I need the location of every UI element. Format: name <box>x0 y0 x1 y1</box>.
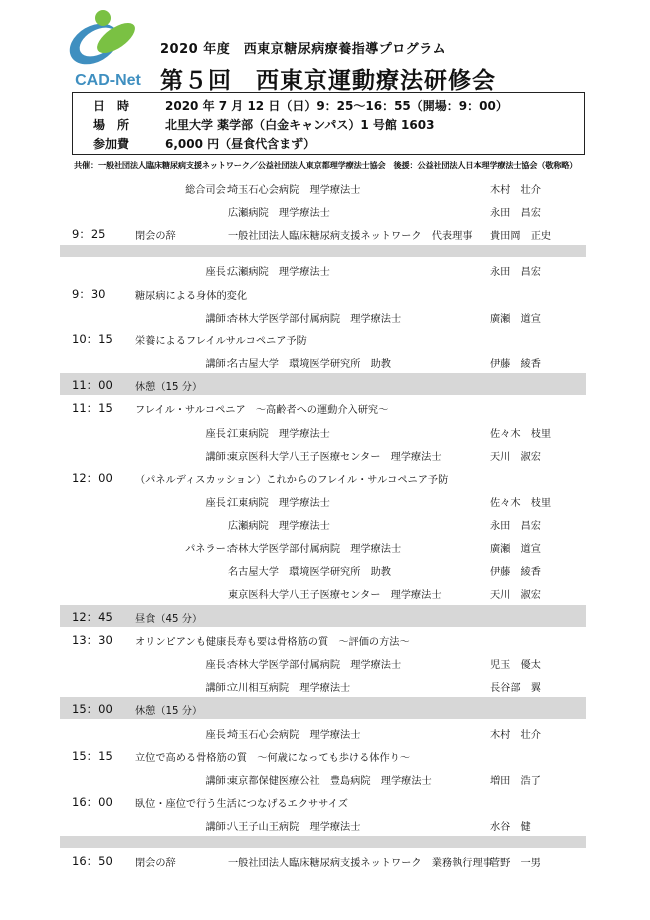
schedule-row <box>60 305 586 327</box>
schedule-band-row <box>60 245 586 257</box>
person-name: 廣瀬 道宣 <box>490 314 541 325</box>
info-label: 参加費 <box>93 137 130 151</box>
person-affiliation: 杏林大学医学部付属病院 理学療法士 <box>228 660 402 671</box>
person-name: 永田 昌宏 <box>490 267 541 278</box>
schedule-row <box>60 744 586 766</box>
person-role: 講師： <box>205 452 236 463</box>
cad-net-logo <box>58 6 154 92</box>
person-name: 永田 昌宏 <box>490 521 541 532</box>
schedule-row <box>60 674 586 696</box>
schedule-row <box>60 199 586 221</box>
person-affiliation: 広瀬病院 理学療法士 <box>228 208 330 219</box>
schedule-row <box>60 222 586 244</box>
schedule-row <box>60 651 586 673</box>
person-affiliation: 江東病院 理学療法士 <box>228 498 330 509</box>
person-role: 座長： <box>205 267 236 278</box>
session-time: 11：15 <box>72 401 113 415</box>
session-time: 9：25 <box>72 227 106 241</box>
person-role: 座長： <box>205 498 236 509</box>
person-affiliation: 埼玉石心会病院 理学療法士 <box>228 185 361 196</box>
session-time: 13：30 <box>72 633 113 647</box>
person-name: 佐々木 枝里 <box>490 429 552 440</box>
person-name: 伊藤 綾香 <box>490 359 541 370</box>
session-title: 糖尿病による身体的変化 <box>135 291 248 302</box>
person-role: 座長： <box>205 429 236 440</box>
person-affiliation: 八王子山王病院 理学療法士 <box>228 822 361 833</box>
person-name: 佐々木 枝里 <box>490 498 552 509</box>
sponsor-line: 共催：一般社団法人臨床糖尿病支援ネットワーク／公益社団法人東京都理学療法士協会 後援：公益社団法人日本理学療法士協会（敬称略） <box>74 160 578 170</box>
person-affiliation: 名古屋大学 環境医学研究所 助教 <box>228 567 391 578</box>
schedule-row <box>60 813 586 835</box>
event-info-box <box>72 92 585 155</box>
schedule-row <box>60 282 586 304</box>
schedule-band-row <box>60 605 586 627</box>
session-time: 16：50 <box>72 854 113 868</box>
person-affiliation: 東京医科大学八王子医療センター 理学療法士 <box>228 590 442 601</box>
session-title: 立位で高める骨格筋の質 〜何歳になっても歩ける体作り〜 <box>135 753 411 764</box>
session-title: フレイル・サルコペニア 〜高齢者への運動介入研究〜 <box>135 405 389 416</box>
info-value: 6,000 円（昼食代含まず） <box>165 137 316 151</box>
session-time: 15：15 <box>72 749 113 763</box>
person-name: 永田 昌宏 <box>490 208 541 219</box>
page-title: 第５回 西東京運動療法研修会 <box>160 68 496 94</box>
schedule-row <box>60 767 586 789</box>
session-title: 閉会の辞 <box>135 858 176 869</box>
person-role: 座長： <box>205 660 236 671</box>
person-affiliation: 一般社団法人臨床糖尿病支援ネットワーク 業務執行理事 <box>228 858 493 869</box>
schedule-row <box>60 176 586 198</box>
person-name: 増田 浩了 <box>490 776 541 787</box>
person-role: 講師： <box>205 314 236 325</box>
session-title: 休憩（15 分） <box>135 382 203 393</box>
session-time: 15：00 <box>72 702 113 716</box>
session-time: 16：00 <box>72 795 113 809</box>
schedule-row <box>60 489 586 511</box>
schedule-row <box>60 581 586 603</box>
leaf-logo-icon <box>58 6 154 76</box>
person-name: 水谷 健 <box>490 822 531 833</box>
person-role: 講師： <box>205 359 236 370</box>
schedule-row <box>60 350 586 372</box>
person-affiliation: 名古屋大学 環境医学研究所 助教 <box>228 359 391 370</box>
schedule-row <box>60 790 586 812</box>
person-affiliation: 埼玉石心会病院 理学療法士 <box>228 730 361 741</box>
schedule-row <box>60 396 586 418</box>
person-name: 菅野 一男 <box>490 858 541 869</box>
schedule-row <box>60 512 586 534</box>
session-time: 9：30 <box>72 287 106 301</box>
person-name: 天川 淑宏 <box>490 590 541 601</box>
schedule-row <box>60 558 586 580</box>
session-title: 休憩（15 分） <box>135 706 203 717</box>
person-affiliation: 立川相互病院 理学療法士 <box>228 683 351 694</box>
schedule-band-row <box>60 697 586 719</box>
schedule-row <box>60 628 586 650</box>
schedule-row <box>60 721 586 743</box>
session-time: 11：00 <box>72 378 113 392</box>
info-value: 2020 年 7 月 12 日（日）9：25〜16：55（開場：9：00） <box>165 99 508 113</box>
schedule-row <box>60 849 586 871</box>
session-title: 臥位・座位で行う生活につなげるエクササイズ <box>135 799 348 810</box>
person-role: 座長： <box>205 730 236 741</box>
person-affiliation: 杏林大学医学部付属病院 理学療法士 <box>228 544 402 555</box>
logo-text: CAD-Net <box>75 72 141 89</box>
person-affiliation: 杏林大学医学部付属病院 理学療法士 <box>228 314 402 325</box>
person-affiliation: 一般社団法人臨床糖尿病支援ネットワーク 代表理事 <box>228 231 473 242</box>
schedule-band-row <box>60 373 586 395</box>
person-role: 講師： <box>205 822 236 833</box>
person-affiliation: 東京医科大学八王子医療センター 理学療法士 <box>228 452 442 463</box>
session-title: 栄養によるフレイルサルコペニア予防 <box>135 336 307 347</box>
person-name: 天川 淑宏 <box>490 452 541 463</box>
schedule-row <box>60 535 586 557</box>
schedule-row <box>60 466 586 488</box>
info-value: 北里大学 薬学部（白金キャンパス）1 号館 1603 <box>165 118 435 132</box>
person-name: 児玉 優太 <box>490 660 541 671</box>
person-affiliation: 東京都保健医療公社 豊島病院 理学療法士 <box>228 776 432 787</box>
session-title: 閉会の辞 <box>135 231 176 242</box>
session-time: 12：00 <box>72 471 113 485</box>
person-name: 廣瀬 道宣 <box>490 544 541 555</box>
schedule-row <box>60 420 586 442</box>
person-name: 貴田岡 正史 <box>490 231 552 242</box>
session-time: 12：45 <box>72 610 113 624</box>
schedule-band-row <box>60 836 586 848</box>
person-name: 木村 壮介 <box>490 185 541 196</box>
person-role: パネラー： <box>185 544 236 555</box>
info-label: 日 時 <box>93 99 130 113</box>
program-name: 2020 年度 西東京糖尿病療養指導プログラム <box>160 42 447 57</box>
session-time: 10：15 <box>72 332 113 346</box>
person-affiliation: 江東病院 理学療法士 <box>228 429 330 440</box>
person-role: 総合司会： <box>185 185 236 196</box>
person-role: 講師： <box>205 776 236 787</box>
person-name: 長谷部 翼 <box>490 683 541 694</box>
person-name: 木村 壮介 <box>490 730 541 741</box>
schedule-row <box>60 443 586 465</box>
session-title: 昼食（45 分） <box>135 614 203 625</box>
info-label: 場 所 <box>93 118 130 132</box>
session-title: （パネルディスカッション）これからのフレイル・サルコペニア予防 <box>135 475 449 486</box>
schedule-row <box>60 258 586 280</box>
schedule-row <box>60 327 586 349</box>
person-affiliation: 広瀬病院 理学療法士 <box>228 521 330 532</box>
person-role: 講師： <box>205 683 236 694</box>
person-name: 伊藤 綾香 <box>490 567 541 578</box>
session-title: オリンピアンも健康長寿も要は骨格筋の質 〜評価の方法〜 <box>135 637 410 648</box>
person-affiliation: 広瀬病院 理学療法士 <box>228 267 330 278</box>
